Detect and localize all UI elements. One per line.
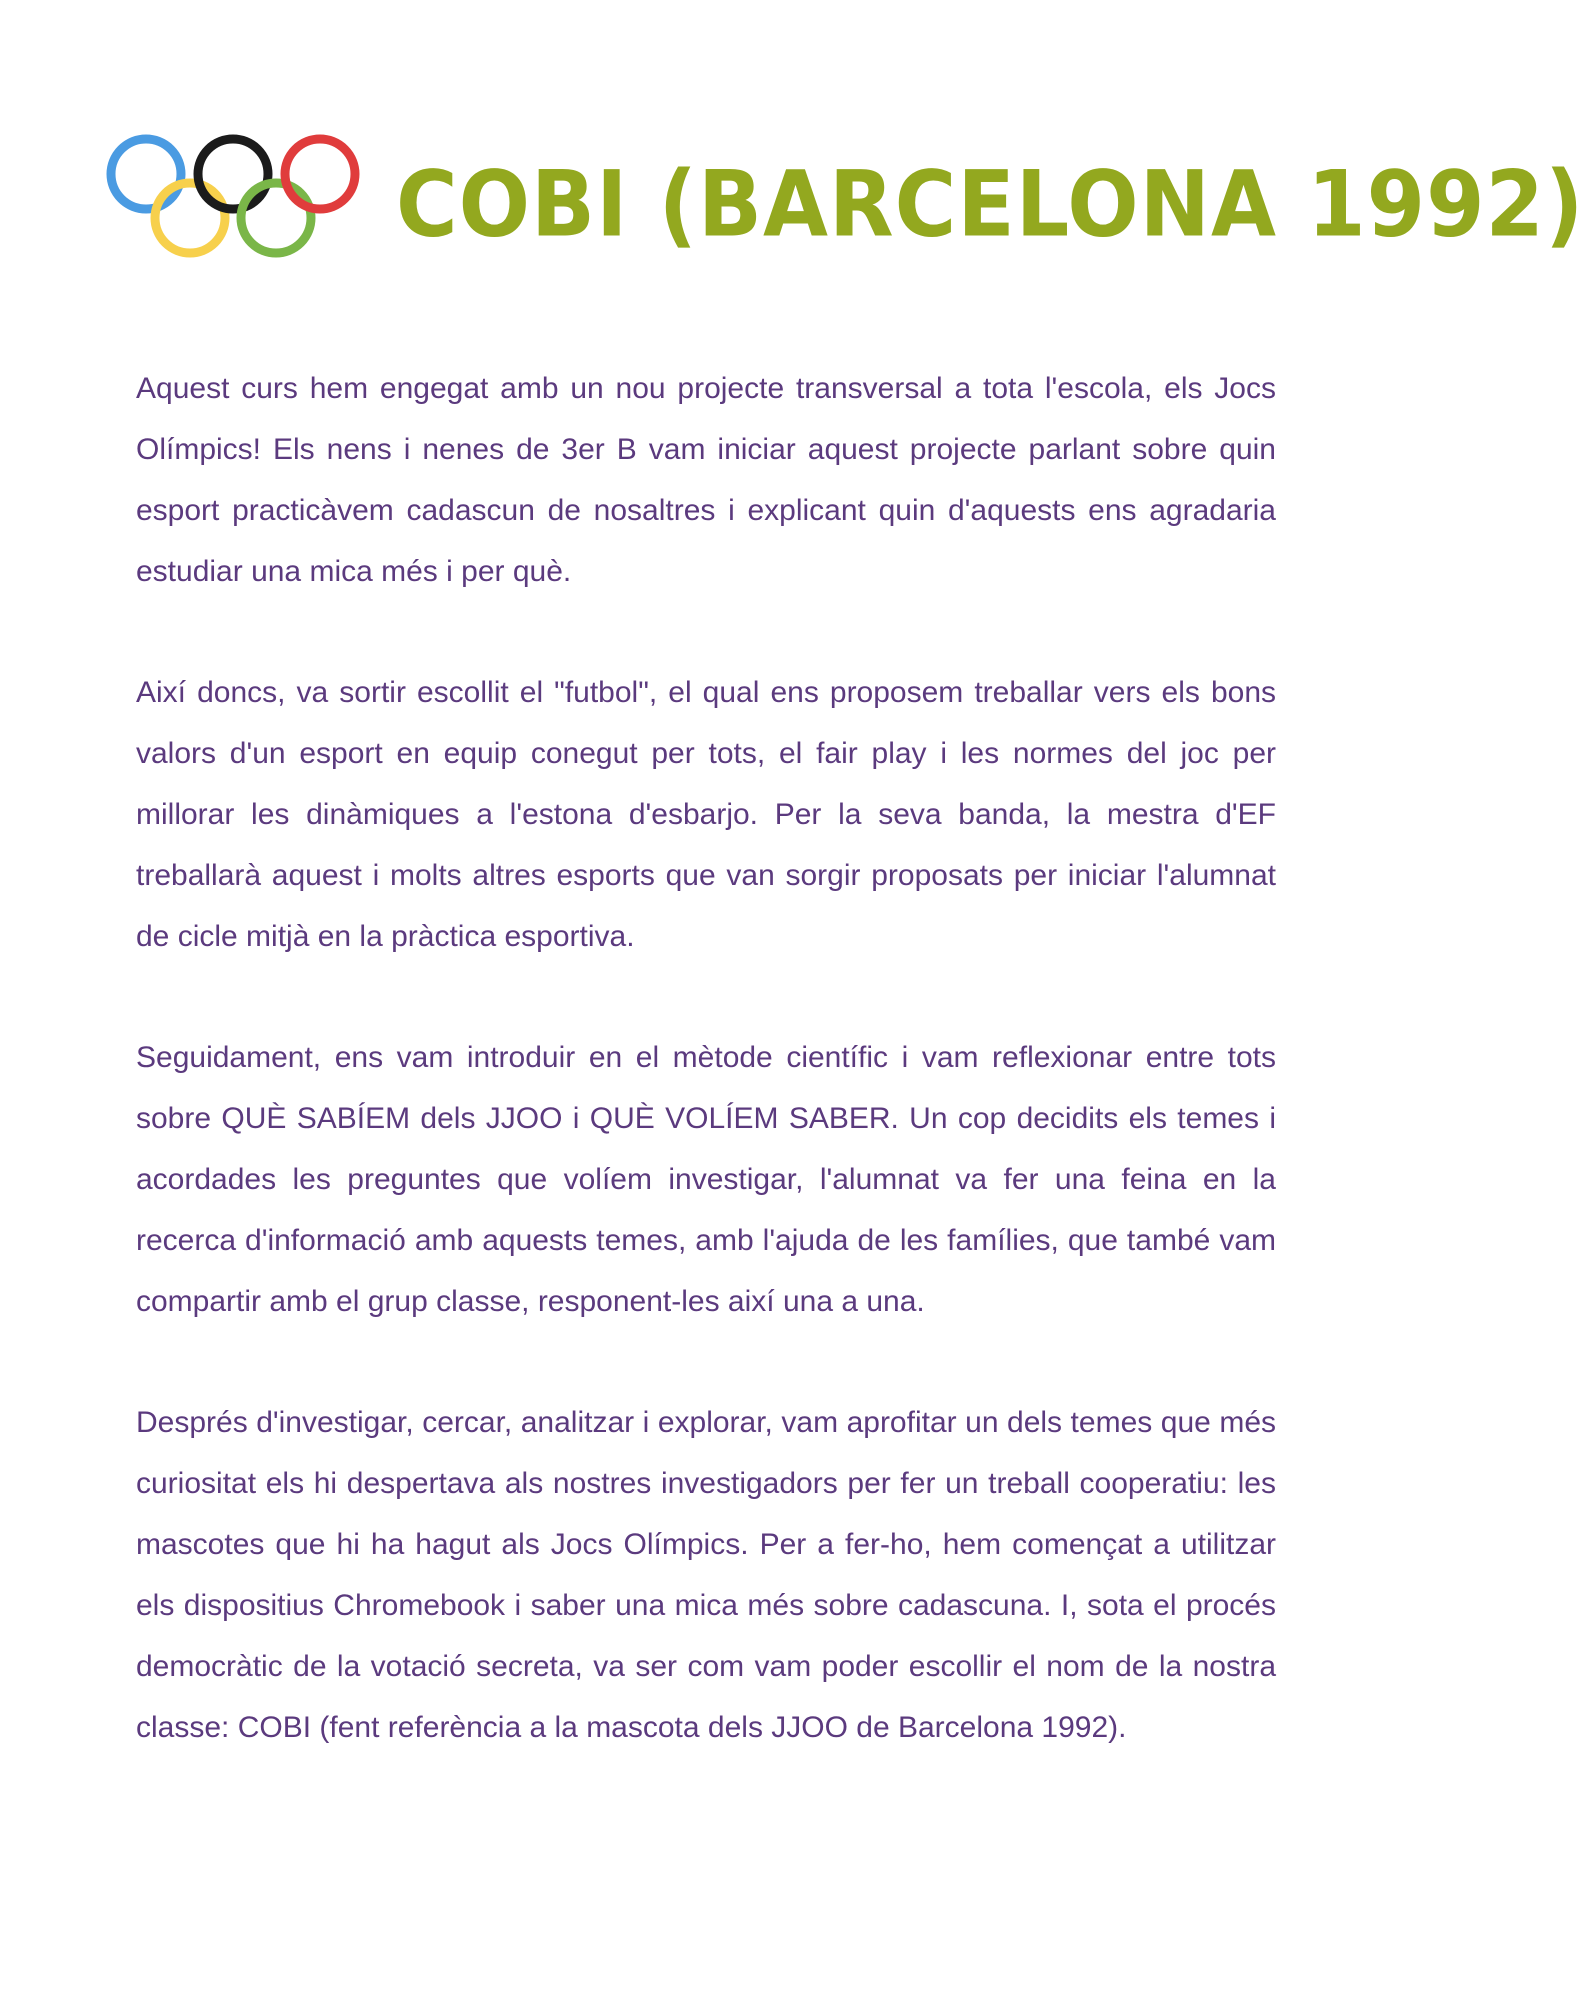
body-text — [136, 358, 1276, 1818]
paragraph-mascots: Després d'investigar, cercar, analitzar i explorar, vam aprofitar un dels temes que més curiositat els hi despertava als nostres investigadors per fer un treball cooperatiu: les mascotes que hi ha hagut als Jocs Olímpics. Per a fer-ho, hem començat a utilitzar els dispositius Chromebook i saber una mica més sobre cadascuna. I, sota el procés democràtic de la votació secreta, va ser com vam poder escollir el nom de la nostra classe: COBI (fent referència a la mascota dels JJOO de Barcelona 1992). — [136, 1406, 1276, 1744]
page-title: COBI (BARCELONA 1992) — [396, 151, 1584, 257]
paragraph-intro: Aquest curs hem engegat amb un nou projecte transversal a tota l'escola, els Jocs Olímpics! Els nens i nenes de 3er B vam iniciar aquest projecte parlant sobre quin esport practicàvem cadascun de nosaltres i explicant quin d'aquests ens agradaria estudiar una mica més i per què. — [136, 372, 1276, 588]
paragraph-scientific-method: Seguidament, ens vam introduir en el mètode científic i vam reflexionar entre tots sobre QUÈ SABÍEM dels JJOO i QUÈ VOLÍEM SABER. Un cop decidits els temes i acordades les preguntes que volíem investigar, l'alumnat va fer una feina en la recerca d'informació amb aquests temes, amb l'ajuda de les famílies, que també vam compartir amb el grup classe, responent-les així una a una. — [136, 1041, 1276, 1318]
ring-green — [241, 183, 311, 253]
ring-black — [198, 139, 268, 209]
ring-yellow — [155, 183, 225, 253]
ring-red — [285, 139, 355, 209]
paragraph-football: Així doncs, va sortir escollit el "futbol", el qual ens proposem treballar vers els bons valors d'un esport en equip conegut per tots, el fair play i les normes del joc per millorar les dinàmiques a l'estona d'esbarjo. Per la seva banda, la mestra d'EF treballarà aquest i molts altres esports que van sorgir proposats per iniciar l'alumnat de cicle mitjà en la pràctica esportiva. — [136, 676, 1276, 953]
olympic-rings-icon — [106, 134, 360, 264]
page-header — [100, 128, 1584, 278]
ring-blue — [111, 139, 181, 209]
